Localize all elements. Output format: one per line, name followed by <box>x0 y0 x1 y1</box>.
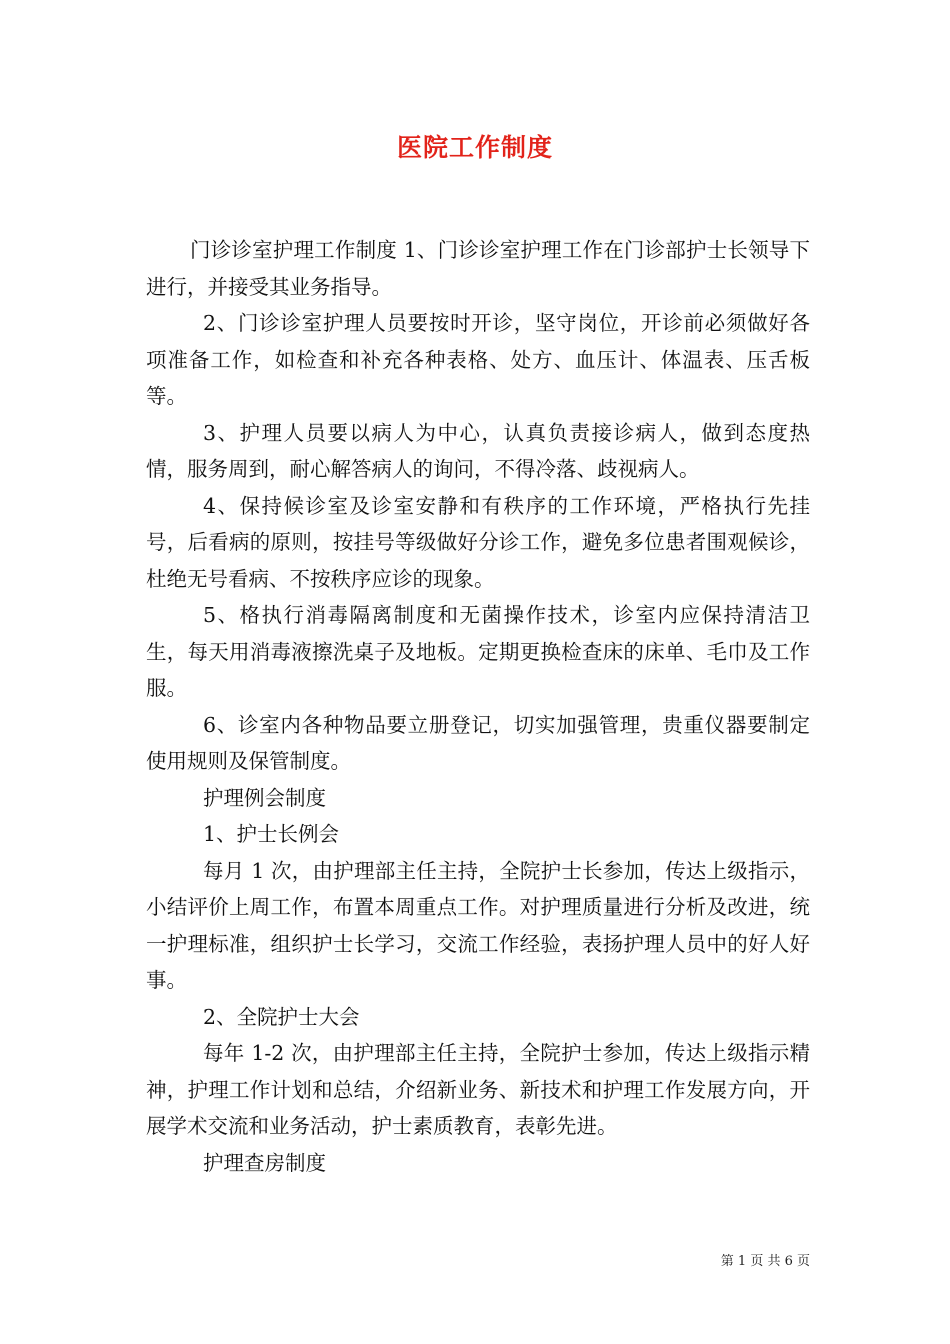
paragraph: 6、诊室内各种物品要立册登记，切实加强管理，贵重仪器要制定使用规则及保管制度。 <box>146 712 810 773</box>
document-title: 医院工作制度 <box>396 133 553 162</box>
page-number: 第 1 页 共 6 页 <box>720 1254 810 1269</box>
subsection-heading: 1、护士长例会 <box>203 822 340 846</box>
section-heading: 护理例会制度 <box>203 785 326 810</box>
subsection-heading: 2、全院护士大会 <box>203 1004 360 1029</box>
paragraph: 3、护理人员要以病人为中心，认真负责接诊病人，做到态度热情，服务周到，耐心解答病人的询问，不得冷落、歧视病人。 <box>146 420 810 481</box>
paragraph: 2、门诊诊室护理人员要按时开诊，坚守岗位，开诊前必须做好各项准备工作，如检查和补充各种表格、处方、血压计、体温表、压舌板等。 <box>146 311 810 408</box>
document-body <box>146 232 810 1181</box>
paragraph: 每年 1-2 次，由护理部主任主持，全院护士参加，传达上级指示精神，护理工作计划和总结，介绍新业务、新技术和护理工作发展方向，开展学术交流和业务活动，护士素质教育，表彰先进。 <box>146 1041 810 1138</box>
paragraph: 5、格执行消毒隔离制度和无菌操作技术，诊室内应保持清洁卫生，每天用消毒液擦洗桌子及地板。定期更换检查床的床单、毛巾及工作服。 <box>146 603 810 700</box>
paragraph: 门诊诊室护理工作制度 1、门诊诊室护理工作在门诊部护士长领导下进行，并接受其业务指导。 <box>146 238 810 299</box>
section-heading: 护理查房制度 <box>203 1150 326 1175</box>
paragraph: 4、保持候诊室及诊室安静和有秩序的工作环境，严格执行先挂号，后看病的原则，按挂号等级做好分诊工作，避免多位患者围观候诊，杜绝无号看病、不按秩序应诊的现象。 <box>146 493 810 591</box>
paragraph: 每月 1 次，由护理部主任主持，全院护士长参加，传达上级指示，小结评价上周工作，布置本周重点工作。对护理质量进行分析及改进，统一护理标准，组织护士长学习，交流工作经验，表扬护理人员中的好人好事。 <box>146 858 810 992</box>
